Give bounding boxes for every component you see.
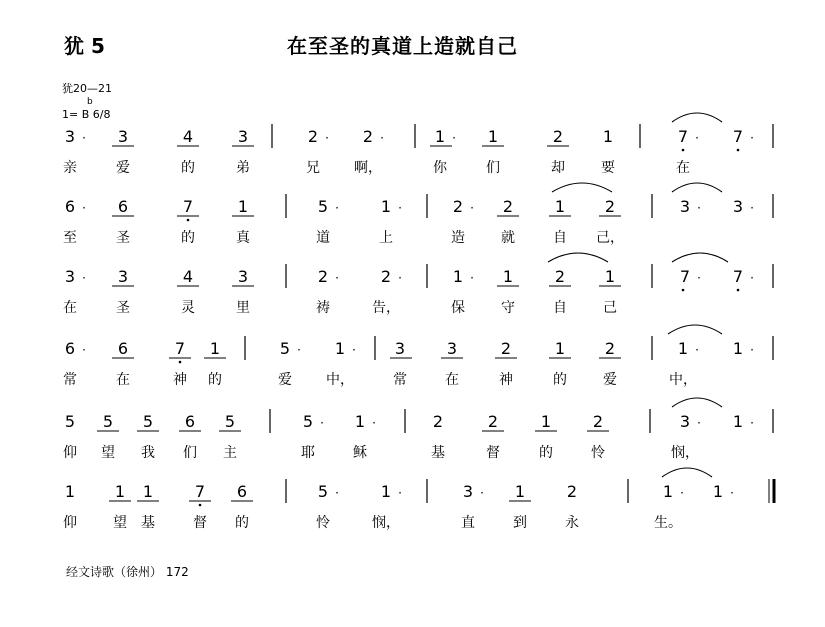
- note: 1: [354, 412, 366, 431]
- lyric: 至: [63, 230, 77, 246]
- octave-dot: [187, 219, 190, 222]
- note: 3: [679, 197, 691, 216]
- note: 3: [117, 127, 129, 146]
- augmentation-dot: ·: [335, 486, 339, 500]
- note: 1: [114, 482, 126, 501]
- augmentation-dot: ·: [480, 486, 484, 500]
- note: 3: [462, 482, 474, 501]
- note: 5: [317, 482, 329, 501]
- note: 1: [662, 482, 674, 501]
- note: 4: [182, 267, 194, 286]
- augmentation-dot: ·: [730, 486, 734, 500]
- note: 6: [117, 339, 129, 358]
- lyric: 告，: [372, 300, 400, 316]
- lyric: 悯，: [372, 515, 400, 531]
- lyric: 神: [173, 372, 187, 388]
- note: 5: [64, 412, 76, 431]
- augmentation-dot: ·: [320, 416, 324, 430]
- note: 7: [732, 127, 744, 146]
- note: 7: [679, 267, 691, 286]
- lyric: 到: [513, 515, 527, 531]
- note: 3: [732, 197, 744, 216]
- lyric: 望: [101, 445, 115, 461]
- lyric: 基: [431, 445, 445, 461]
- note: 2: [554, 267, 566, 286]
- slur: [552, 183, 612, 192]
- note: 1: [732, 339, 744, 358]
- augmentation-dot: ·: [750, 201, 754, 215]
- note: 7: [732, 267, 744, 286]
- note: 1: [540, 412, 552, 431]
- note: 2: [604, 339, 616, 358]
- note: 1: [677, 339, 689, 358]
- lyric: 怜: [316, 515, 330, 531]
- lyric: 兄: [306, 160, 320, 176]
- augmentation-dot: ·: [82, 271, 86, 285]
- lyric: 的: [181, 230, 195, 246]
- key-signature: 1= B 6/8: [62, 108, 111, 121]
- augmentation-dot: ·: [380, 131, 384, 145]
- lyric: 就: [501, 230, 515, 246]
- lyric: 弟: [236, 160, 250, 176]
- lyric: 灵: [181, 300, 195, 316]
- lyric: 稣: [353, 445, 367, 461]
- augmentation-dot: ·: [335, 201, 339, 215]
- note: 1: [452, 267, 464, 286]
- augmentation-dot: ·: [750, 271, 754, 285]
- note: 2: [604, 197, 616, 216]
- lyric: 耶: [301, 445, 315, 461]
- scripture-reference: 犹20—21: [62, 82, 112, 95]
- note: 1: [712, 482, 724, 501]
- augmentation-dot: ·: [325, 131, 329, 145]
- note: 1: [209, 339, 221, 358]
- lyric: 常: [393, 372, 407, 388]
- lyric: 们: [183, 445, 197, 461]
- lyric: 圣: [116, 300, 130, 316]
- lyric: 们: [486, 160, 500, 176]
- note: 1: [732, 412, 744, 431]
- note: 2: [592, 412, 604, 431]
- lyric: 仰: [63, 445, 77, 461]
- augmentation-dot: ·: [372, 416, 376, 430]
- augmentation-dot: ·: [470, 271, 474, 285]
- note: 7: [677, 127, 689, 146]
- augmentation-dot: ·: [398, 201, 402, 215]
- augmentation-dot: ·: [398, 271, 402, 285]
- note: 2: [502, 197, 514, 216]
- lyric: 我: [141, 445, 155, 461]
- lyric: 主: [223, 445, 237, 461]
- slur: [548, 253, 608, 262]
- note: 2: [380, 267, 392, 286]
- note: 2: [566, 482, 578, 501]
- lyric: 己: [603, 300, 617, 316]
- note: 3: [117, 267, 129, 286]
- note: 1: [64, 482, 76, 501]
- note: 3: [394, 339, 406, 358]
- lyric: 在: [445, 372, 459, 388]
- note: 2: [487, 412, 499, 431]
- note: 2: [500, 339, 512, 358]
- octave-dot: [682, 149, 685, 152]
- augmentation-dot: ·: [697, 201, 701, 215]
- lyric: 的: [553, 372, 567, 388]
- note: 1: [554, 339, 566, 358]
- note: 6: [64, 197, 76, 216]
- augmentation-dot: ·: [695, 343, 699, 357]
- note: 2: [362, 127, 374, 146]
- augmentation-dot: ·: [452, 131, 456, 145]
- lyric: 祷: [316, 300, 330, 316]
- note: 3: [679, 412, 691, 431]
- lyric: 基: [141, 515, 155, 531]
- hymn-code: 犹 5: [64, 34, 105, 58]
- lyric: 啊，: [354, 160, 382, 176]
- slur: [668, 325, 722, 334]
- source-footer: 经文诗歌（徐州） 172: [66, 565, 189, 579]
- augmentation-dot: ·: [695, 131, 699, 145]
- note: 7: [174, 339, 186, 358]
- augmentation-dot: ·: [398, 486, 402, 500]
- note: 6: [64, 339, 76, 358]
- augmentation-dot: ·: [750, 416, 754, 430]
- lyric: 道: [316, 230, 330, 246]
- lyric: 永: [565, 515, 579, 531]
- augmentation-dot: ·: [82, 131, 86, 145]
- note: 5: [224, 412, 236, 431]
- note: 3: [237, 127, 249, 146]
- note: 5: [279, 339, 291, 358]
- lyric: 亲: [63, 160, 77, 176]
- lyric: 造: [451, 230, 465, 246]
- note: 1: [237, 197, 249, 216]
- note: 1: [142, 482, 154, 501]
- note: 5: [317, 197, 329, 216]
- note: 1: [334, 339, 346, 358]
- note: 7: [194, 482, 206, 501]
- note: 1: [604, 267, 616, 286]
- note: 5: [102, 412, 114, 431]
- note: 5: [142, 412, 154, 431]
- lyric: 你: [433, 160, 447, 176]
- note: 1: [554, 197, 566, 216]
- lyric: 自: [553, 230, 567, 246]
- note: 2: [317, 267, 329, 286]
- augmentation-dot: ·: [352, 343, 356, 357]
- octave-dot: [199, 504, 202, 507]
- slur: [672, 398, 722, 407]
- lyric: 中，: [326, 372, 354, 388]
- lyric: 的: [208, 372, 222, 388]
- octave-dot: [737, 149, 740, 152]
- note: 1: [602, 127, 614, 146]
- augmentation-dot: ·: [697, 271, 701, 285]
- lyric: 己，: [596, 230, 624, 246]
- augmentation-dot: ·: [335, 271, 339, 285]
- slur: [672, 253, 728, 262]
- augmentation-dot: ·: [750, 343, 754, 357]
- note: 1: [380, 197, 392, 216]
- note: 7: [182, 197, 194, 216]
- lyric: 督: [193, 515, 207, 531]
- note: 6: [184, 412, 196, 431]
- lyric: 爱: [116, 160, 130, 176]
- lyric: 神: [499, 372, 513, 388]
- lyric: 在: [676, 160, 690, 176]
- slur: [662, 468, 712, 477]
- lyric: 要: [601, 160, 615, 176]
- augmentation-dot: ·: [750, 131, 754, 145]
- note: 2: [552, 127, 564, 146]
- hymn-title: 在至圣的真道上造就自己: [287, 34, 518, 58]
- note: 1: [487, 127, 499, 146]
- augmentation-dot: ·: [697, 416, 701, 430]
- lyric: 圣: [116, 230, 130, 246]
- slur: [672, 113, 722, 122]
- lyric: 里: [236, 300, 250, 316]
- note: 1: [502, 267, 514, 286]
- note: 6: [236, 482, 248, 501]
- note: 3: [64, 127, 76, 146]
- slur: [672, 183, 722, 192]
- augmentation-dot: ·: [82, 343, 86, 357]
- lyric: 悯，: [671, 445, 699, 461]
- octave-dot: [682, 289, 685, 292]
- note: 3: [64, 267, 76, 286]
- note: 5: [302, 412, 314, 431]
- note: 1: [380, 482, 392, 501]
- note: 3: [237, 267, 249, 286]
- augmentation-dot: ·: [680, 486, 684, 500]
- lyric: 却: [551, 160, 565, 176]
- lyric: 仰: [63, 515, 77, 531]
- octave-dot: [737, 289, 740, 292]
- lyric: 爱: [278, 372, 292, 388]
- note: 2: [452, 197, 464, 216]
- note: 4: [182, 127, 194, 146]
- note: 2: [307, 127, 319, 146]
- lyric: 真: [236, 230, 250, 246]
- lyric: 直: [461, 515, 475, 531]
- lyric: 上: [379, 230, 393, 246]
- octave-dot: [179, 361, 182, 364]
- lyric: 怜: [591, 445, 605, 461]
- lyric: 的: [235, 515, 249, 531]
- note: 3: [446, 339, 458, 358]
- lyric: 督: [486, 445, 500, 461]
- note: 1: [434, 127, 446, 146]
- lyric: 在: [63, 300, 77, 316]
- augmentation-dot: ·: [470, 201, 474, 215]
- note: 1: [514, 482, 526, 501]
- flat-mark: b: [87, 97, 93, 107]
- lyric: 的: [539, 445, 553, 461]
- lyric: 望: [113, 515, 127, 531]
- lyric: 保: [451, 300, 465, 316]
- note: 6: [117, 197, 129, 216]
- lyric: 生。: [654, 515, 682, 531]
- lyric: 自: [553, 300, 567, 316]
- lyric: 爱: [603, 372, 617, 388]
- augmentation-dot: ·: [297, 343, 301, 357]
- lyric: 中，: [669, 372, 697, 388]
- note: 2: [432, 412, 444, 431]
- lyric: 在: [116, 372, 130, 388]
- lyric: 常: [63, 372, 77, 388]
- lyric: 守: [501, 300, 515, 316]
- lyric: 的: [181, 160, 195, 176]
- augmentation-dot: ·: [82, 201, 86, 215]
